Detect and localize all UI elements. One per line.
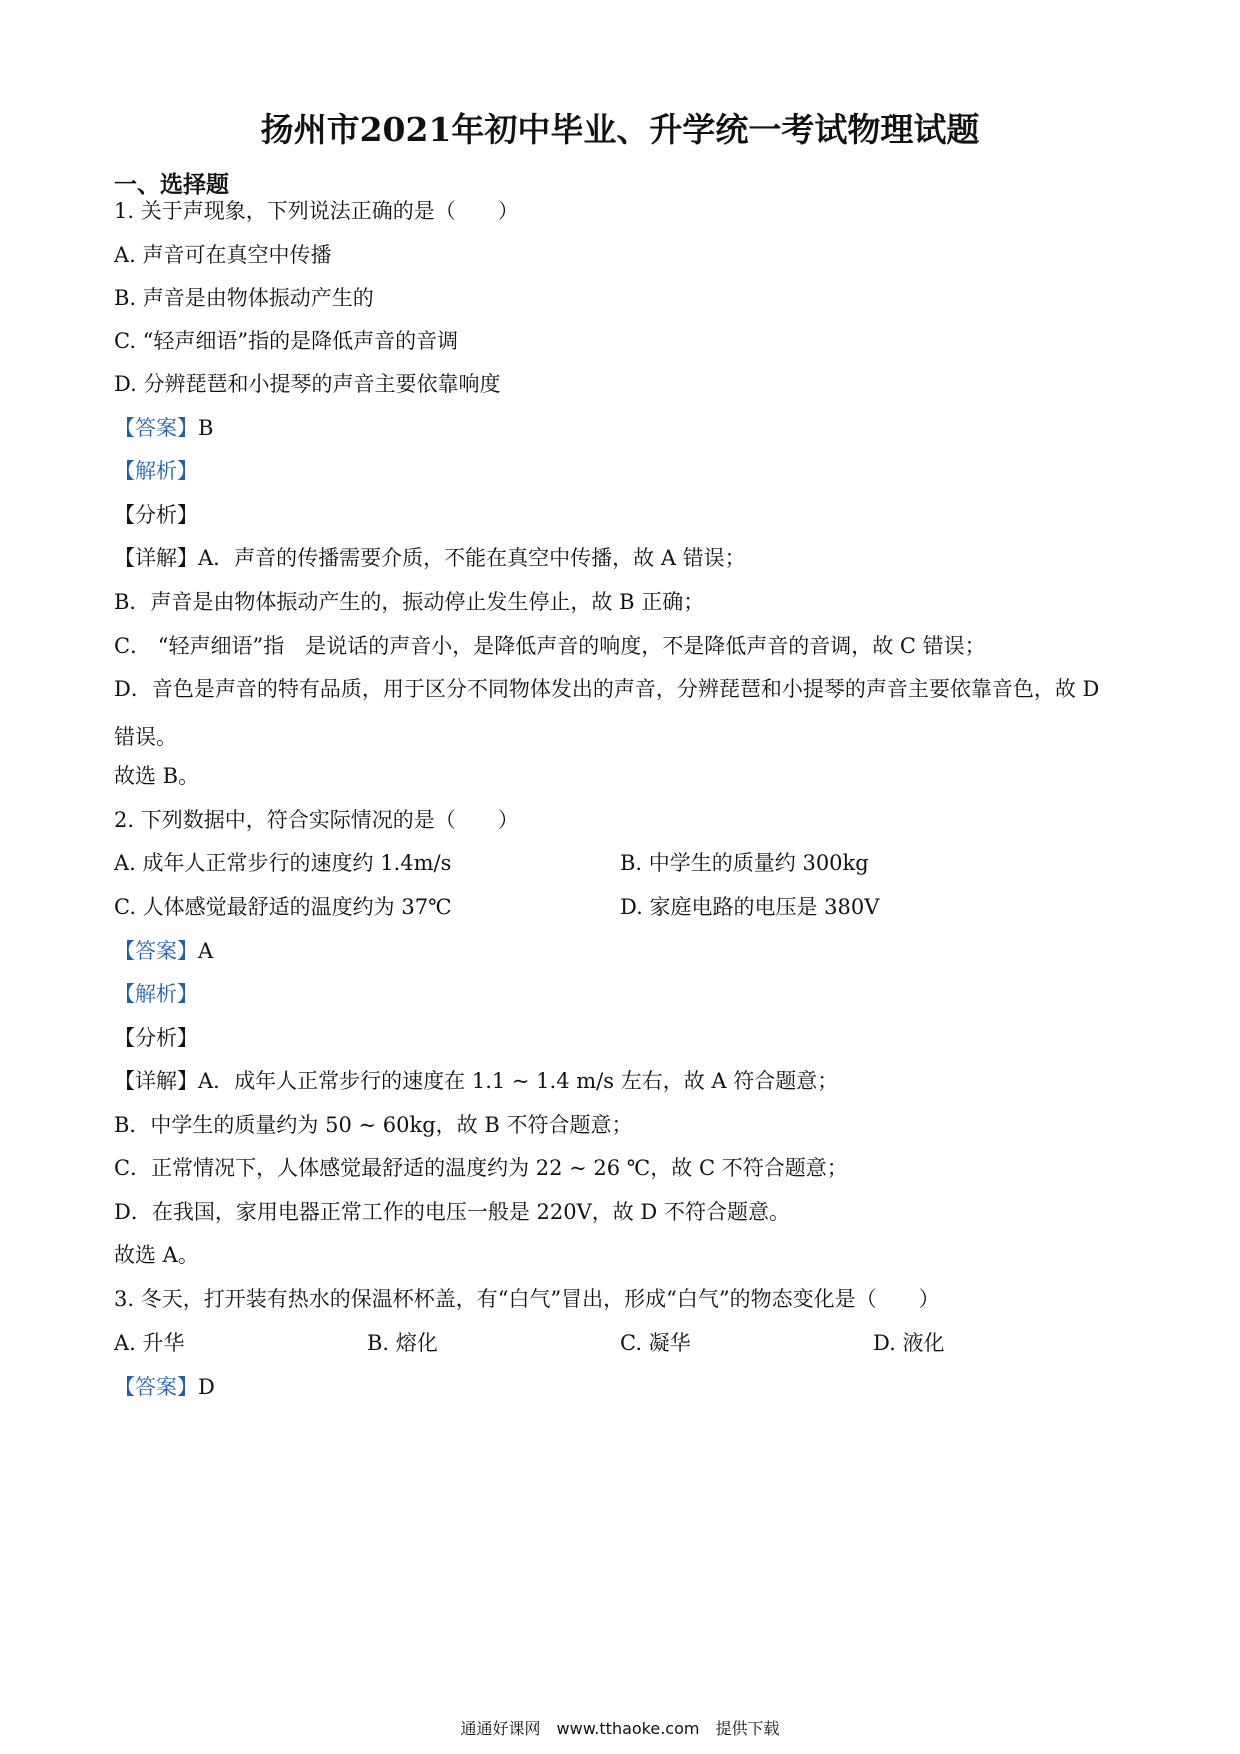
answer-tag: 【答案】 bbox=[114, 1375, 198, 1399]
analysis-tag: 【解析】 bbox=[114, 982, 198, 1006]
q1-detail-b: B．声音是由物体振动产生的，振动停止发生停止，故 B 正确； bbox=[114, 590, 705, 614]
q1-option-d: D. 分辨琵琶和小提琴的声音主要依靠响度 bbox=[114, 372, 501, 396]
detail-tag: 【详解】 bbox=[114, 546, 198, 570]
q2-option-d: D. 家庭电路的电压是 380V bbox=[620, 895, 880, 919]
answer-tag: 【答案】 bbox=[114, 416, 198, 440]
q1-detail-a: 【详解】A．声音的传播需要介质，不能在真空中传播，故 A 错误； bbox=[114, 546, 746, 570]
reasoning-tag: 【分析】 bbox=[114, 1026, 198, 1050]
q3-stem: 3. 冬天，打开装有热水的保温杯杯盖，有“白气”冒出，形成“白气”的物态变化是（ ） bbox=[114, 1287, 940, 1311]
q2-option-a: A. 成年人正常步行的速度约 1.4m/s bbox=[114, 851, 452, 875]
q1-option-c: C. “轻声细语”指的是降低声音的音调 bbox=[114, 329, 459, 353]
q3-option-a: A. 升华 bbox=[114, 1331, 185, 1355]
q3-option-b: B. 熔化 bbox=[367, 1331, 438, 1355]
q1-detail-c: C． “轻声细语”指 是说话的声音小，是降低声音的响度，不是降低声音的音调，故 C 错误； bbox=[114, 634, 986, 658]
q2-options-row-1 bbox=[114, 848, 1124, 878]
q1-conclusion: 故选 B。 bbox=[114, 764, 200, 788]
q2-option-c: C. 人体感觉最舒适的温度约为 37℃ bbox=[114, 895, 452, 919]
answer-tag: 【答案】 bbox=[114, 939, 198, 963]
q3-option-d: D. 液化 bbox=[873, 1331, 945, 1355]
analysis-tag: 【解析】 bbox=[114, 459, 198, 483]
q2-stem: 2. 下列数据中，符合实际情况的是（ ） bbox=[114, 808, 519, 832]
page-title: 扬州市2021年初中毕业、升学统一考试物理试题 bbox=[260, 110, 980, 149]
detail-tag: 【详解】 bbox=[114, 1069, 198, 1093]
answer-value: B bbox=[198, 416, 214, 440]
q1-answer-line bbox=[114, 413, 213, 443]
answer-value: D bbox=[198, 1375, 215, 1399]
section-heading: 一、选择题 bbox=[114, 171, 229, 198]
q1-stem: 1. 关于声现象，下列说法正确的是（ ） bbox=[114, 199, 519, 223]
q3-option-c: C. 凝华 bbox=[620, 1331, 691, 1355]
q1-option-a: A. 声音可在真空中传播 bbox=[114, 243, 332, 267]
reasoning-tag: 【分析】 bbox=[114, 503, 198, 527]
q2-option-b: B. 中学生的质量约 300kg bbox=[620, 851, 869, 875]
answer-value: A bbox=[198, 939, 214, 963]
q2-detail-d: D．在我国，家用电器正常工作的电压一般是 220V，故 D 不符合题意。 bbox=[114, 1200, 790, 1224]
q2-detail-c: C．正常情况下，人体感觉最舒适的温度约为 22 ~ 26 ℃，故 C 不符合题意； bbox=[114, 1156, 848, 1180]
q2-detail-a: 【详解】A．成年人正常步行的速度在 1.1 ~ 1.4 m/s 左右，故 A 符合题意； bbox=[114, 1069, 839, 1093]
q2-conclusion: 故选 A。 bbox=[114, 1243, 199, 1267]
q1-option-b: B. 声音是由物体振动产生的 bbox=[114, 286, 374, 310]
q2-detail-b: B．中学生的质量约为 50 ~ 60kg，故 B 不符合题意； bbox=[114, 1113, 633, 1137]
page-footer: 通通好课网 www.tthaoke.com 提供下载 bbox=[460, 1719, 780, 1738]
q2-options-row-2 bbox=[114, 892, 1124, 922]
q2-answer-line bbox=[114, 936, 213, 966]
q3-answer-line bbox=[114, 1372, 215, 1402]
q1-detail-d: D．音色是声音的特有品质，用于区分不同物体发出的声音，分辨琵琶和小提琴的声音主要依靠音色，故 D 错误。 bbox=[114, 677, 1100, 749]
